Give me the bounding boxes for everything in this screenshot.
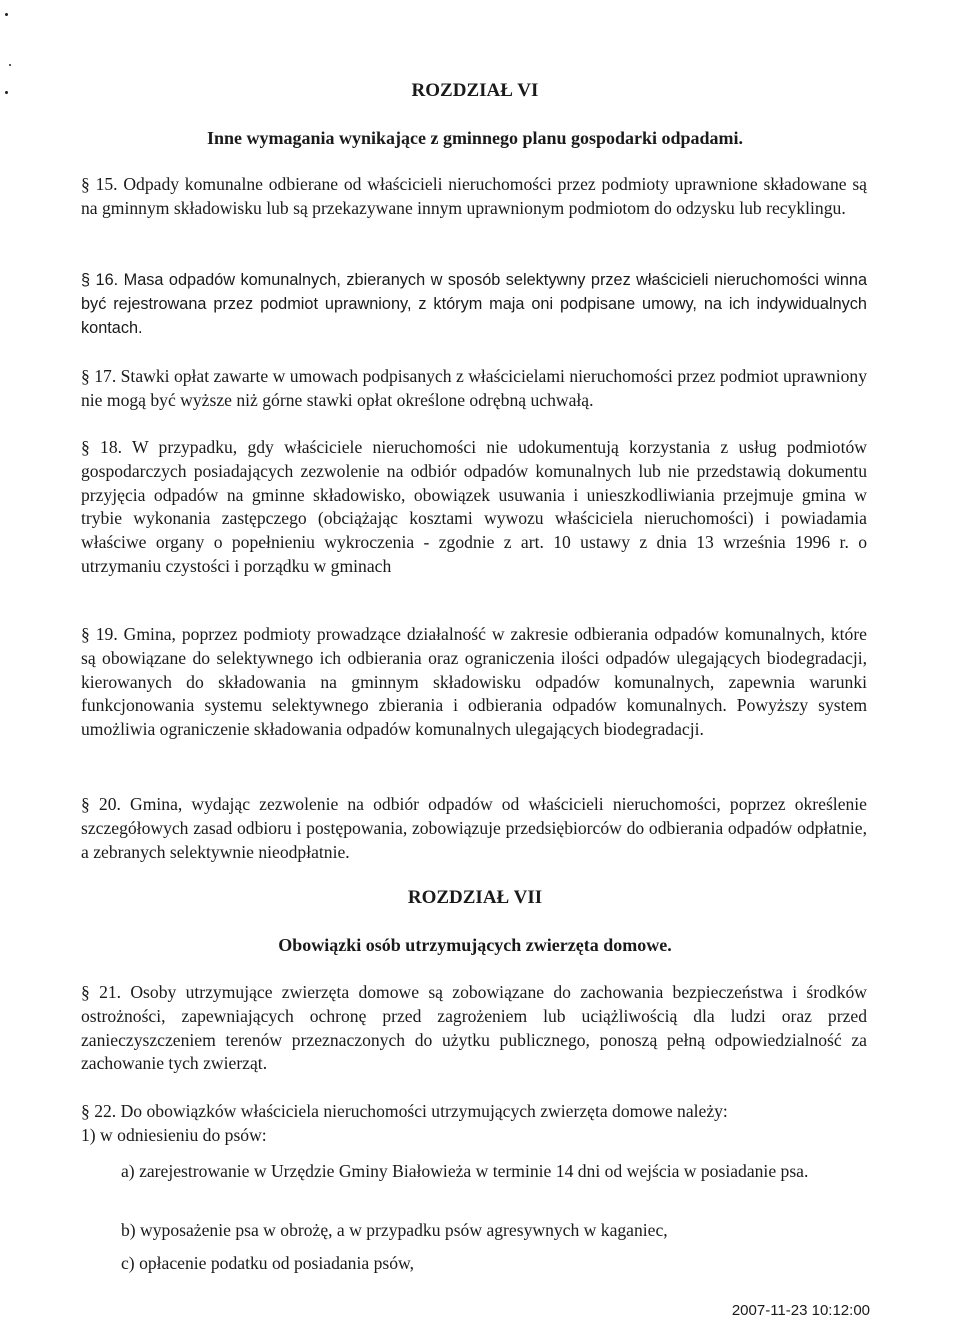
paragraph-15: § 15. Odpady komunalne odbierane od właścicieli nieruchomości przez podmioty uprawnione składowane są na gminnym składowisku lub są przekazywane innym uprawnionym podmiotom do odzysku lub recyklingu. bbox=[81, 174, 867, 218]
paragraph-18: § 18. W przypadku, gdy właściciele nieruchomości nie udokumentują korzystania z usług podmiotów gospodarczych posiadających zezwolenie na odbiór odpadów komunalnych lub nie przedstawią dokumentu przyjęcia odpadów na gminne składowisko, obowiązek usuwania i unieszkodliwiania przejmuje gmina w trybie wykonania zastępczego (obciążając kosztami wywozu właściciela nieruchomości) i powiadamia właściwe organy o popełnieniu wykroczenia - zgodnie z art. 10 ustawy z dnia 13 września 1996 r. o utrzymaniu czystości i porządku w gminach bbox=[81, 437, 867, 576]
list-item: b) wyposażenie psa w obrożę, a w przypadku psów agresywnych w kaganiec, bbox=[121, 1220, 668, 1240]
paragraph-16: § 16. Masa odpadów komunalnych, zbieranych w sposób selektywny przez właścicieli nieruchomości winna być rejestrowana przez podmiot uprawniony, z którym maja oni podpisane umowy, na ich indywidualnych kontach. bbox=[81, 271, 867, 337]
list-heading: 1) w odniesieniu do psów: bbox=[81, 1125, 267, 1145]
chapter-subtitle: Inne wymagania wynikające z gminnego planu gospodarki odpadami. bbox=[206, 128, 744, 148]
paragraph-22: § 22. Do obowiązków właściciela nieruchomości utrzymujących zwierzęta domowe należy: bbox=[81, 1101, 728, 1121]
scan-speck bbox=[5, 91, 8, 94]
print-timestamp: 2007-11-23 10:12:00 bbox=[731, 1302, 870, 1319]
paragraph-17: § 17. Stawki opłat zawarte w umowach podpisanych z właścicielami nieruchomości przez podmiot uprawniony nie mogą być wyższe niż górne stawki opłat określone odrębną uchwałą. bbox=[81, 366, 867, 410]
paragraph-19: § 19. Gmina, poprzez podmioty prowadzące działalność w zakresie odbierania odpadów komunalnych, które są obowiązane do selektywnego ich odbierania oraz ograniczenia ilości odpadów ulegających biodegradacji, kierowanych do składowania na gminnym składowisku odpadów komunalnych, zapewnia warunki funkcjonowania systemu selektywnego zbierania i odbierania odpadów komunalnych. Powyższy system umożliwia ograniczenie składowania odpadów komunalnych ulegających biodegradacji. bbox=[81, 624, 867, 740]
chapter-subtitle: Obowiązki osób utrzymujących zwierzęta domowe. bbox=[278, 935, 672, 955]
chapter-title: ROZDZIAŁ VII bbox=[407, 887, 543, 908]
list-item: c) opłacenie podatku od posiadania psów, bbox=[121, 1253, 414, 1273]
paragraph-21: § 21. Osoby utrzymujące zwierzęta domowe są zobowiązane do zachowania bezpieczeństwa i środków ostrożności, zapewniających ochronę przed zagrożeniem lub uciążliwością dla ludzi oraz przed zanieczyszczeniem terenów przeznaczonych do użytku publicznego, ponoszą pełną odpowiedzialność za zachowanie tych zwierząt. bbox=[81, 982, 867, 1074]
scan-speck bbox=[9, 64, 11, 66]
scan-speck bbox=[5, 13, 8, 16]
list-item: a) zarejestrowanie w Urzędzie Gminy Białowieża w terminie 14 dni od wejścia w posiadanie psa. bbox=[121, 1161, 809, 1181]
paragraph-20: § 20. Gmina, wydając zezwolenie na odbiór odpadów od właścicieli nieruchomości, poprzez określenie szczegółowych zasad odbioru i postępowania, zobowiązuje przedsiębiorców do odbierania odpadów odpłatnie, a zebranych selektywnie nieodpłatnie. bbox=[81, 794, 867, 862]
chapter-title: ROZDZIAŁ VI bbox=[411, 80, 539, 101]
